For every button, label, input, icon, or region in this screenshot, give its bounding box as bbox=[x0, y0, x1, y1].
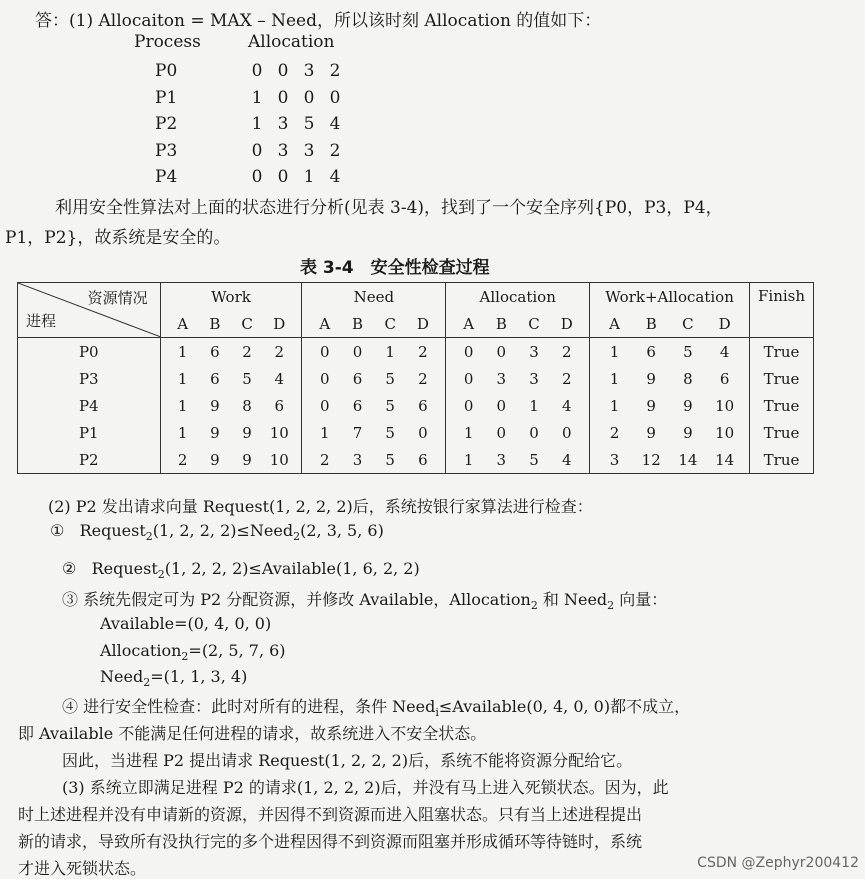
row-finish: True bbox=[750, 446, 814, 474]
cell-value: 5 bbox=[683, 342, 693, 361]
cell-value: 10 bbox=[715, 396, 735, 415]
cell-value: 1 bbox=[463, 450, 474, 469]
need2-a: Need bbox=[100, 667, 144, 686]
subcol-header-group bbox=[446, 310, 590, 338]
subcol-label: D bbox=[416, 314, 429, 333]
cell-value: 6 bbox=[352, 369, 363, 388]
row-wa-cell bbox=[590, 446, 750, 474]
safety-check-table bbox=[17, 282, 814, 474]
table-row bbox=[18, 365, 814, 392]
row-alloc-cell bbox=[446, 365, 590, 392]
row-finish: True bbox=[750, 419, 814, 446]
cell-value: 5 bbox=[529, 450, 539, 469]
cell-value: 10 bbox=[269, 450, 289, 469]
alloc2-b: =(2, 5, 7, 6) bbox=[188, 641, 286, 660]
cell-value: 7 bbox=[352, 423, 363, 442]
cell-value: 0 bbox=[320, 342, 330, 361]
step2-a: Request bbox=[91, 559, 158, 578]
cell-value: 9 bbox=[683, 423, 693, 442]
cell-value: 5 bbox=[385, 369, 395, 388]
step1-a: Request bbox=[79, 521, 146, 540]
step3-c: 向量： bbox=[614, 590, 668, 609]
subcol-label: D bbox=[273, 314, 286, 333]
cell-value: 14 bbox=[678, 450, 698, 469]
cell-value: 0 bbox=[496, 423, 507, 442]
cell-value: 9 bbox=[210, 423, 220, 442]
cell-value: 0 bbox=[320, 396, 330, 415]
table-row bbox=[18, 338, 814, 366]
cell-value: 1 bbox=[609, 342, 620, 361]
row-alloc-cell bbox=[446, 392, 590, 419]
cell-value: 10 bbox=[715, 423, 735, 442]
row-finish: True bbox=[750, 365, 814, 392]
cell-value: 4 bbox=[719, 342, 730, 361]
row-work-cell bbox=[160, 365, 302, 392]
cell-value: 8 bbox=[683, 369, 693, 388]
cell-value: 1 bbox=[177, 396, 188, 415]
cell-value: 3 bbox=[529, 369, 539, 388]
cell-value: 0 bbox=[529, 423, 539, 442]
cell-value: 6 bbox=[274, 396, 285, 415]
row-finish: True bbox=[750, 392, 814, 419]
allocation2-line bbox=[100, 641, 286, 663]
cell-value: 5 bbox=[242, 369, 252, 388]
subcol-label: C bbox=[682, 314, 694, 333]
cell-value: 0 bbox=[463, 342, 474, 361]
cell-value: 0 bbox=[352, 342, 363, 361]
part3-line-4: 才进入死锁状态。 bbox=[18, 859, 147, 878]
watermark: CSDN @Zephyr200412 bbox=[697, 855, 859, 871]
cell-value: 2 bbox=[561, 369, 572, 388]
row-process: P2 bbox=[18, 446, 161, 474]
cell-value: 0 bbox=[418, 423, 428, 442]
cell-value: 2 bbox=[418, 369, 428, 388]
cell-value: 5 bbox=[385, 396, 395, 415]
subcol-label: C bbox=[241, 314, 253, 333]
subcol-label: B bbox=[495, 314, 507, 333]
part3-line-2: 时上述进程并没有申请新的资源，并因得不到资源而进入阻塞状态。只有当上述进程提出 bbox=[18, 805, 643, 824]
step2-line bbox=[62, 559, 420, 581]
step3-a: 系统先假定可为 P2 分配资源，并修改 Available，Allocation bbox=[83, 590, 531, 609]
cell-value: 1 bbox=[177, 369, 188, 388]
row-need-cell bbox=[302, 338, 446, 366]
allocation-value: 0 bbox=[277, 167, 289, 187]
allocation-value: 2 bbox=[329, 61, 341, 81]
row-finish: True bbox=[750, 338, 814, 366]
allocation-value: 2 bbox=[329, 140, 341, 161]
cell-value: 6 bbox=[352, 396, 363, 415]
cell-value: 0 bbox=[496, 342, 507, 361]
step2-num: ② bbox=[62, 559, 77, 578]
group-header-need: Need bbox=[302, 283, 446, 311]
part3-line-3: 新的请求，导致所有没执行完的多个进程因得不到资源而阻塞并形成循环等待链时，系统 bbox=[18, 832, 643, 851]
allocation-value: 5 bbox=[303, 114, 315, 134]
cell-value: 3 bbox=[609, 450, 620, 469]
step4-a: ④ 进行安全性检查：此时对所有的进程，条件 Need bbox=[62, 697, 436, 716]
row-need-cell bbox=[302, 392, 446, 419]
table-row bbox=[18, 446, 814, 474]
cell-value: 1 bbox=[385, 342, 395, 361]
subcol-label: D bbox=[560, 314, 573, 333]
need2-line bbox=[100, 667, 247, 689]
allocation-value: 0 bbox=[251, 61, 263, 81]
step1-line bbox=[50, 521, 384, 543]
cell-value: 5 bbox=[385, 450, 395, 469]
analysis-line-1: 利用安全性算法对上面的状态进行分析(见表 3-4)，找到了一个安全序列{P0，P3，P4， bbox=[55, 198, 723, 218]
cell-value: 9 bbox=[242, 450, 252, 469]
intro-line: 答：(1) Allocaiton = MAX – Need，所以该时刻 Allocation 的值如下： bbox=[35, 11, 602, 31]
subcol-label: B bbox=[209, 314, 221, 333]
row-work-cell bbox=[160, 446, 302, 474]
part3-line-1: (3) 系统立即满足进程 P2 的请求(1, 2, 2, 2)后，并没有马上进入死锁状态。因为，此 bbox=[62, 778, 669, 797]
row-need-cell bbox=[302, 419, 446, 446]
alloc2-a: Allocation bbox=[100, 641, 182, 660]
table-caption: 表 3-4 安全性检查过程 bbox=[300, 258, 490, 278]
cell-value: 14 bbox=[715, 450, 735, 469]
cell-value: 2 bbox=[561, 342, 572, 361]
cell-value: 1 bbox=[529, 396, 539, 415]
cell-value: 2 bbox=[274, 342, 285, 361]
corner-cell bbox=[18, 283, 161, 338]
cell-value: 2 bbox=[242, 342, 252, 361]
step3-line bbox=[62, 587, 667, 612]
allocation-value: 3 bbox=[303, 61, 315, 81]
step2-a-sub: 2 bbox=[157, 568, 165, 582]
cell-value: 4 bbox=[561, 396, 572, 415]
subcol-label: B bbox=[645, 314, 657, 333]
process-name: P0 bbox=[155, 61, 178, 81]
part2-line: (2) P2 发出请求向量 Request(1, 2, 2, 2)后，系统按银行家算法进行检查： bbox=[48, 497, 593, 516]
row-wa-cell bbox=[590, 419, 750, 446]
group-header-work: Work bbox=[160, 283, 302, 311]
cell-value: 9 bbox=[646, 369, 656, 388]
process-name: P1 bbox=[155, 87, 178, 108]
cell-value: 9 bbox=[210, 450, 220, 469]
allocation-value: 3 bbox=[277, 140, 289, 161]
cell-value: 1 bbox=[177, 423, 188, 442]
finish-header: Finish bbox=[750, 283, 814, 338]
row-need-cell bbox=[302, 446, 446, 474]
corner-top-label: 资源情况 bbox=[87, 289, 148, 307]
row-alloc-cell bbox=[446, 419, 590, 446]
cell-value: 6 bbox=[719, 369, 730, 388]
cell-value: 1 bbox=[609, 369, 620, 388]
cell-value: 1 bbox=[463, 423, 474, 442]
step1-b-sub: 2 bbox=[293, 530, 301, 544]
cell-value: 6 bbox=[210, 342, 220, 361]
cell-value: 1 bbox=[320, 423, 330, 442]
step1-a-sub: 2 bbox=[145, 530, 153, 544]
row-wa-cell bbox=[590, 365, 750, 392]
cell-value: 5 bbox=[385, 423, 395, 442]
allocation-value: 0 bbox=[277, 87, 289, 108]
cell-value: 3 bbox=[352, 450, 363, 469]
analysis-line-2: P1，P2}，故系统是安全的。 bbox=[5, 228, 231, 248]
allocation-value: 0 bbox=[251, 167, 263, 187]
row-wa-cell bbox=[590, 338, 750, 366]
cell-value: 0 bbox=[463, 369, 474, 388]
step2-b: (1, 2, 2, 2)≤Available(1, 6, 2, 2) bbox=[164, 559, 420, 578]
step1-num: ① bbox=[50, 521, 65, 540]
cell-value: 6 bbox=[646, 342, 656, 361]
row-process: P3 bbox=[18, 365, 161, 392]
step3-a-sub: 2 bbox=[530, 599, 538, 613]
allocation-value: 0 bbox=[277, 61, 289, 81]
cell-value: 3 bbox=[496, 369, 507, 388]
row-need-cell bbox=[302, 365, 446, 392]
subcol-label: B bbox=[351, 314, 363, 333]
need2-b: =(1, 1, 3, 4) bbox=[150, 667, 248, 686]
allocation-value: 0 bbox=[303, 87, 315, 108]
step1-c: (2, 3, 5, 6) bbox=[300, 521, 384, 540]
subcol-label: A bbox=[463, 314, 475, 333]
table-row bbox=[18, 419, 814, 446]
allocation-value: 4 bbox=[329, 167, 341, 187]
cell-value: 2 bbox=[418, 342, 428, 361]
cell-value: 9 bbox=[683, 396, 693, 415]
row-work-cell bbox=[160, 419, 302, 446]
process-header: Process bbox=[134, 32, 201, 52]
subcol-header-group bbox=[590, 310, 750, 338]
cell-value: 1 bbox=[609, 396, 620, 415]
row-process: P1 bbox=[18, 419, 161, 446]
cell-value: 4 bbox=[561, 450, 572, 469]
corner-bottom-label: 进程 bbox=[26, 312, 57, 330]
allocation-header: Allocation bbox=[248, 32, 335, 52]
cell-value: 3 bbox=[496, 450, 507, 469]
allocation-value: 3 bbox=[277, 114, 289, 134]
row-work-cell bbox=[160, 338, 302, 366]
cell-value: 6 bbox=[418, 450, 428, 469]
step4b-line: 即 Available 不能满足任何进程的请求，故系统进入不安全状态。 bbox=[18, 724, 487, 743]
cell-value: 0 bbox=[496, 396, 507, 415]
cell-value: 0 bbox=[320, 369, 330, 388]
allocation-value: 0 bbox=[251, 140, 263, 161]
subcol-label: A bbox=[609, 314, 620, 333]
available-line: Available=(0, 4, 0, 0) bbox=[100, 614, 272, 633]
subcol-label: A bbox=[319, 314, 331, 333]
cell-value: 2 bbox=[609, 423, 620, 442]
cell-value: 0 bbox=[561, 423, 572, 442]
allocation-value: 1 bbox=[303, 167, 315, 187]
cell-value: 0 bbox=[463, 396, 474, 415]
conclusion-line: 因此，当进程 P2 提出请求 Request(1, 2, 2, 2)后，系统不能将资源分配给它。 bbox=[62, 751, 633, 770]
cell-value: 9 bbox=[646, 396, 656, 415]
cell-value: 6 bbox=[418, 396, 428, 415]
cell-value: 10 bbox=[269, 423, 289, 442]
cell-value: 4 bbox=[274, 369, 285, 388]
allocation-value: 4 bbox=[329, 114, 341, 134]
row-wa-cell bbox=[590, 392, 750, 419]
allocation-value: 3 bbox=[303, 140, 315, 161]
allocation-value: 0 bbox=[329, 87, 341, 108]
cell-value: 8 bbox=[242, 396, 252, 415]
row-process: P0 bbox=[18, 338, 161, 366]
cell-value: 2 bbox=[320, 450, 330, 469]
row-alloc-cell bbox=[446, 446, 590, 474]
step3-b: 和 Need bbox=[537, 590, 608, 609]
cell-value: 9 bbox=[242, 423, 252, 442]
process-name: P4 bbox=[155, 167, 178, 187]
group-header-allocation: Allocation bbox=[446, 283, 590, 311]
row-work-cell bbox=[160, 392, 302, 419]
row-process: P4 bbox=[18, 392, 161, 419]
subcol-header-group bbox=[160, 310, 302, 338]
step3-b-sub: 2 bbox=[607, 599, 615, 613]
subcol-label: C bbox=[528, 314, 540, 333]
process-name: P2 bbox=[155, 114, 178, 134]
cell-value: 2 bbox=[177, 450, 188, 469]
row-alloc-cell bbox=[446, 338, 590, 366]
cell-value: 6 bbox=[210, 369, 220, 388]
subcol-label: A bbox=[177, 314, 189, 333]
group-header-work-allocation: Work+Allocation bbox=[590, 283, 750, 311]
step1-b: (1, 2, 2, 2)≤Need bbox=[152, 521, 294, 540]
cell-value: 3 bbox=[529, 342, 539, 361]
cell-value: 12 bbox=[641, 450, 661, 469]
subcol-label: C bbox=[384, 314, 396, 333]
alloc2-sub: 2 bbox=[181, 650, 189, 664]
allocation-value: 1 bbox=[251, 114, 263, 134]
process-name: P3 bbox=[155, 140, 178, 161]
step3-num: ③ bbox=[62, 590, 79, 609]
allocation-value: 1 bbox=[251, 87, 263, 108]
step4-b: ≤Available(0, 4, 0, 0)都不成立， bbox=[438, 697, 691, 716]
cell-value: 9 bbox=[646, 423, 656, 442]
subcol-header-group bbox=[302, 310, 446, 338]
step4-sub: i bbox=[435, 706, 439, 720]
table-row bbox=[18, 392, 814, 419]
subcol-label: D bbox=[718, 314, 731, 333]
cell-value: 1 bbox=[177, 342, 188, 361]
cell-value: 9 bbox=[210, 396, 220, 415]
need2-sub: 2 bbox=[143, 676, 151, 690]
step4-line bbox=[62, 694, 690, 719]
